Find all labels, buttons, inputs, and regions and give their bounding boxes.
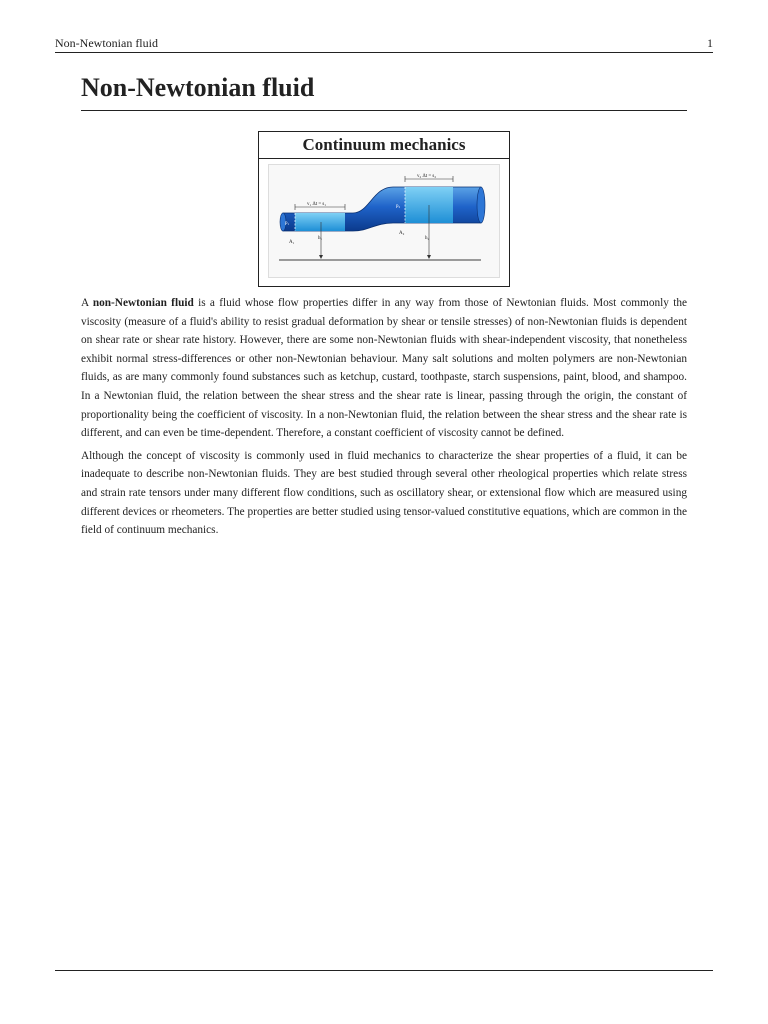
paragraph-viscosity: Although the concept of viscosity is commonly used in fluid mechanics to characterize the shear properties of a fluid, it can be inadequate to describe non-Newtonian fluids. They are best studied through several other rheological properties which relate stress and strain rate tensors under many different flow conditions, such as oscillatory shear, or extensional flow which are measured using different devices or rheometers. The properties are better studied using tensor-valued constitutive equations, which are common in the field of continuum mechanics.	[81, 449, 687, 537]
label-a1: A₁	[289, 240, 295, 245]
ground-line	[279, 259, 481, 261]
intro-lead: A	[81, 297, 93, 309]
article-body	[81, 294, 687, 544]
header-rule	[55, 52, 713, 53]
label-s2: v₂ Δt = s₂	[417, 174, 437, 179]
title-rule	[81, 110, 687, 111]
pipe-flow-figure[interactable]	[268, 164, 500, 278]
label-a2: A₂	[399, 231, 405, 236]
footer-rule	[55, 970, 713, 971]
intro-rest: is a fluid whose flow properties differ in any way from those of Newtonian fluids. Most commonly the viscosity (measure of a fluid's ability to resist gradual deformation by shear or tensile stresses) of non-Newtonian fluids is dependent on shear rate or shear rate history. However, there are some non-Newtonian fluids with shear-independent viscosity, that nonetheless exhibit normal stress-differences or other non-Newtonian behaviour. Many salt solutions and molten polymers are non-Newtonian fluids, as are many commonly found substances such as ketchup, custard, toothpaste, starch suspensions, paint, blood, and shampoo. In a Newtonian fluid, the relation between the shear stress and the shear rate is linear, passing through the origin, the constant of proportionality being the coefficient of viscosity. In a non-Newtonian fluid, the relation between the shear stress and the shear rate is different, and can even be time-dependent. Therefore, a constant coefficient of viscosity cannot be defined.	[81, 297, 688, 440]
running-head	[55, 36, 713, 51]
page-number: 1	[707, 36, 713, 50]
term-non-newtonian-fluid: non-Newtonian fluid	[92, 297, 194, 309]
label-s1: v₁ Δt = s₁	[307, 202, 327, 207]
label-p2: p₂	[396, 204, 401, 209]
running-head-title: Non-Newtonian fluid	[55, 36, 158, 50]
fluid-slice-1	[295, 213, 345, 231]
label-p1: p₁	[285, 221, 290, 226]
infobox-title: Continuum mechanics	[259, 132, 509, 159]
pipe-outlet	[477, 187, 485, 223]
pipe-flow-diagram	[269, 165, 499, 277]
label-h2: h₂	[425, 236, 430, 241]
page-title: Non-Newtonian fluid	[81, 73, 315, 102]
h2-arrow	[427, 255, 431, 259]
label-h1: h₁	[318, 236, 323, 241]
infobox	[258, 131, 510, 287]
h1-arrow	[319, 255, 323, 259]
paragraph-intro	[81, 294, 687, 443]
